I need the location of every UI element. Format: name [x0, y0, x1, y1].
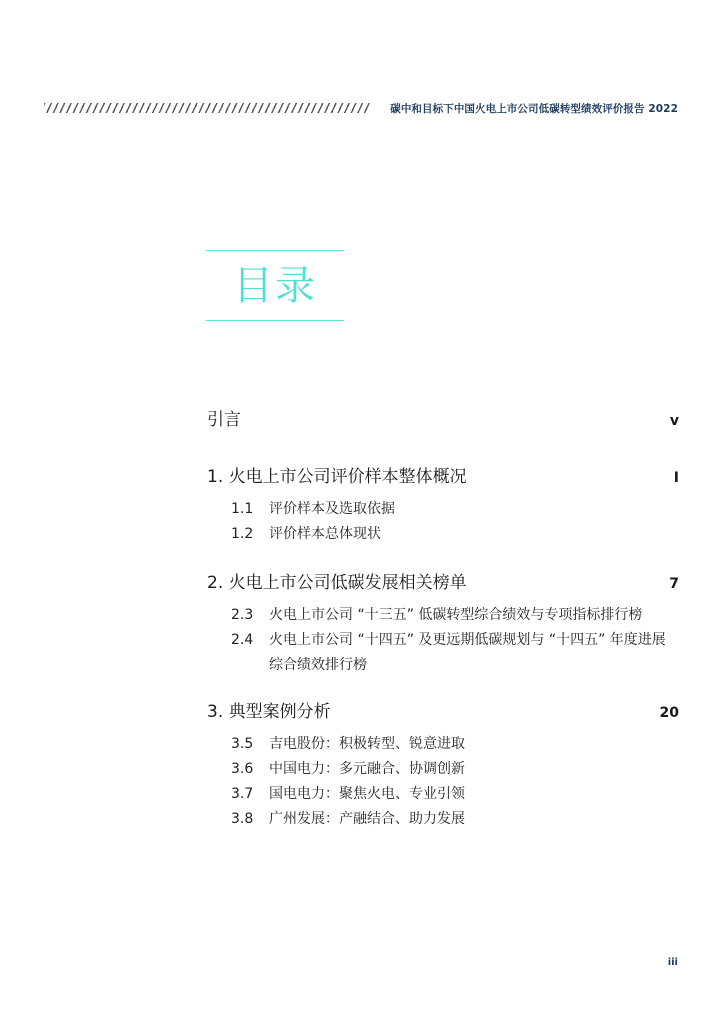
toc-entry-section-1[interactable]	[207, 462, 679, 547]
toc-entry-label: 1. 火电上市公司评价样本整体概况	[207, 467, 467, 487]
toc-subentry[interactable]	[207, 807, 679, 832]
toc-subentry-text: 评价样本及选取依据	[269, 501, 395, 517]
page-number: iii	[667, 957, 678, 968]
toc-subentry[interactable]	[207, 603, 679, 628]
toc-entry-section-3[interactable]	[207, 697, 679, 832]
toc-entry-page: v	[669, 413, 679, 429]
toc-subentry[interactable]	[207, 732, 679, 757]
toc-subentry-number: 3.8	[231, 811, 254, 827]
toc-subentry-number: 3.5	[231, 736, 254, 752]
toc-subentry[interactable]	[207, 782, 679, 807]
toc-entry-section-2[interactable]	[207, 568, 679, 678]
toc-sublist	[207, 497, 679, 547]
toc-subentry-text: 火电上市公司 “十三五” 低碳转型综合绩效与专项指标排行榜	[269, 607, 643, 623]
toc-subentry-number: 1.2	[231, 526, 254, 542]
toc-subentry-number: 3.6	[231, 761, 254, 777]
toc-title-top-rule	[206, 250, 344, 251]
toc-entry-intro[interactable]	[207, 405, 679, 430]
toc-subentry-text: 中国电力：多元融合、协调创新	[269, 761, 465, 777]
toc-subentry-text: 评价样本总体现状	[269, 526, 381, 542]
toc-title-bottom-rule	[206, 320, 344, 321]
toc-entry-page: I	[673, 470, 679, 486]
toc-subentry-text: 广州发展：产融结合、助力发展	[269, 811, 465, 827]
toc-sublist	[207, 732, 679, 832]
toc-subentry-number: 3.7	[231, 786, 254, 802]
toc-subentry-number: 1.1	[231, 501, 254, 517]
toc-entry-label: 3. 典型案例分析	[207, 702, 331, 722]
toc-subentry[interactable]	[207, 497, 679, 522]
toc-subentry-text: 国电电力：聚焦火电、专业引领	[269, 786, 465, 802]
toc-subentry-text: 火电上市公司 “十四五” 及更远期低碳规划与 “十四五” 年度进展综合绩效排行榜	[269, 632, 666, 673]
toc-subentry-text: 吉电股份：积极转型、锐意进取	[269, 736, 465, 752]
toc-subentry[interactable]	[207, 522, 679, 547]
report-header-title: 碳中和目标下中国火电上市公司低碳转型绩效评价报告 2022	[390, 103, 678, 115]
toc-entry-label: 2. 火电上市公司低碳发展相关榜单	[207, 573, 467, 593]
toc-subentry[interactable]	[207, 757, 679, 782]
toc-title: 目录	[233, 263, 317, 309]
toc-sublist	[207, 603, 679, 678]
header-stripe-decoration	[44, 103, 370, 113]
toc-subentry-number: 2.4	[231, 632, 254, 648]
toc-entry-page: 7	[669, 576, 679, 592]
toc-subentry-number: 2.3	[231, 607, 254, 623]
toc-subentry[interactable]	[207, 628, 679, 678]
toc-entry-label: 引言	[207, 410, 241, 430]
toc-entry-page: 20	[659, 705, 679, 721]
